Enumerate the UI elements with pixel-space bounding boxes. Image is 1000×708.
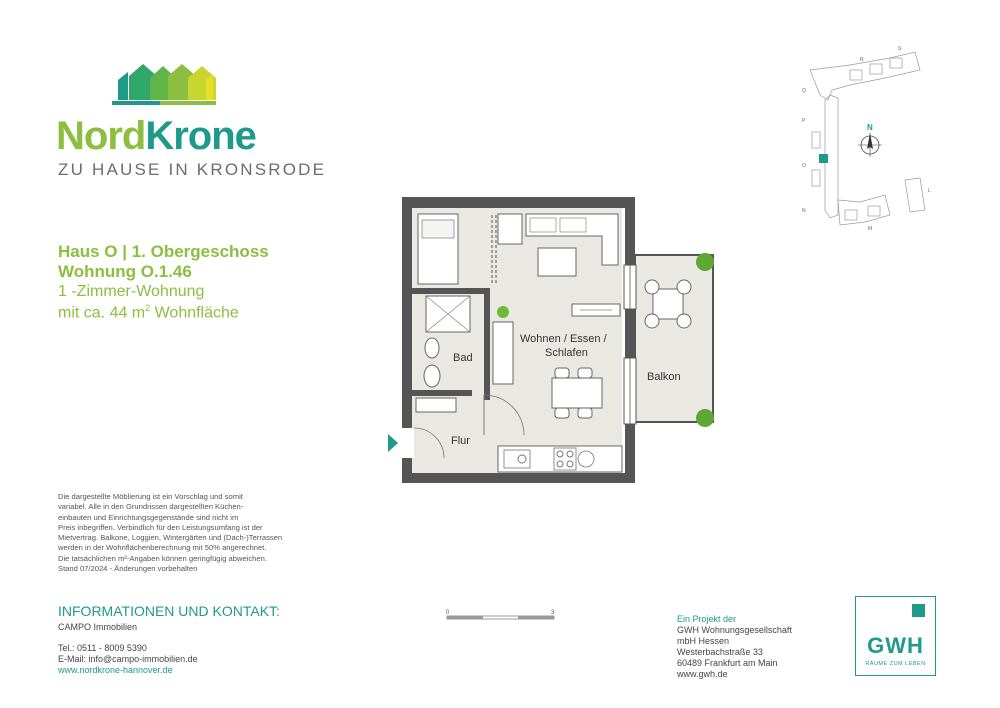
unit-apartment-id: Wohnung O.1.46 [58, 262, 192, 281]
contact-email[interactable]: E-Mail: info@campo-immobilien.de [58, 654, 198, 664]
contact-company: CAMPO Immobilien [58, 622, 138, 632]
disclaimer-line: Stand 07/2024 - Änderungen vorbehalten [58, 564, 198, 574]
hall-cabinet [416, 398, 456, 412]
site-plan-highlight [819, 154, 828, 163]
brand-nord: Nord [56, 114, 146, 158]
disclaimer-line: Mietvertrag. Balkone, Loggien, Wintergärten und (Dach-)Terrassen [58, 533, 283, 543]
site-label: N [802, 208, 806, 214]
disclaimer-line: werden in der Wohnflächenberechnung mit 50% angerechnet. [58, 543, 267, 553]
project-line: Westerbachstraße 33 [677, 647, 763, 657]
project-line: mbH Hessen [677, 636, 730, 646]
room-label-living: Wohnen / Essen / [520, 333, 607, 345]
disclaimer-line: variabel. Alle in den Grundrissen dargestellten Küchen- [58, 502, 244, 512]
project-website-link[interactable]: www.gwh.de [677, 669, 728, 679]
plant-icon [497, 306, 509, 318]
brand-wordmark [56, 112, 256, 160]
contact-website-link[interactable]: www.nordkrone-hannover.de [58, 665, 173, 675]
site-plan [790, 40, 950, 240]
project-line: GWH Wohnungsgesellschaft [677, 625, 792, 635]
unit-living-area [58, 303, 239, 322]
area-prefix: mit ca. 44 m [58, 304, 146, 322]
scale-end: 3 [551, 610, 555, 616]
site-label: O [802, 163, 806, 169]
unit-room-count: 1 -Zimmer-Wohnung [58, 283, 205, 300]
nordkrone-logo-houses [110, 62, 220, 106]
site-label: P [802, 118, 806, 124]
room-label-bath: Bad [453, 352, 473, 364]
north-label: N [867, 123, 873, 132]
disclaimer-line: Die dargestellte Möblierung ist ein Vorschlag und somit [58, 492, 243, 501]
disclaimer-line: Die tatsächlichen m²-Angaben können geringfügig abweichen. [58, 553, 267, 563]
entrance-arrow-icon [388, 434, 398, 452]
area-suffix: Wohnfläche [150, 304, 239, 322]
unit-house-floor: Haus O | 1. Obergeschoss [58, 242, 269, 261]
plant-icon [696, 409, 714, 427]
room-label-balcony: Balkon [647, 371, 681, 383]
site-label: M [868, 226, 873, 232]
contact-title: INFORMATIONEN UND KONTAKT: [58, 603, 280, 619]
sink [424, 365, 440, 387]
disclaimer-line: Preis inbegriffen. Verbindlich für den Leistungsumfang ist der [58, 522, 263, 532]
scale-bar [446, 608, 556, 624]
plant-icon [696, 253, 714, 271]
area-sup: 2 [145, 303, 151, 313]
gwh-slogan: RÄUME ZUM LEBEN [865, 661, 926, 667]
coffee-table [538, 248, 576, 276]
room-label-hall: Flur [451, 435, 470, 447]
balcony-area [635, 255, 713, 422]
floor-plan [380, 190, 725, 490]
disclaimer-line: einbauten und Einrichtungsgegenstände sind nicht im [58, 512, 239, 522]
site-label: R [860, 57, 864, 63]
site-label: L [928, 188, 931, 194]
wardrobe [498, 214, 522, 244]
project-label: Ein Projekt der [677, 614, 737, 624]
project-line: 60489 Frankfurt am Main [677, 658, 778, 668]
brand-tagline: ZU HAUSE IN KRONSRODE [58, 160, 327, 179]
gwh-logo-text: GWH [867, 633, 924, 658]
north-arrow-icon [858, 123, 882, 157]
brand-krone: Krone [145, 114, 256, 158]
disclaimer [58, 492, 308, 574]
gwh-logo-square-icon [912, 604, 925, 617]
kitchen-counter [498, 446, 622, 472]
site-label: S [898, 46, 902, 52]
room-label-living-2: Schlafen [545, 347, 588, 359]
dresser [493, 322, 513, 384]
toilet [425, 338, 439, 358]
contact-phone[interactable]: Tel.: 0511 - 8009 5390 [58, 643, 147, 653]
scale-start: 0 [446, 610, 450, 616]
site-label: Q [802, 88, 806, 94]
